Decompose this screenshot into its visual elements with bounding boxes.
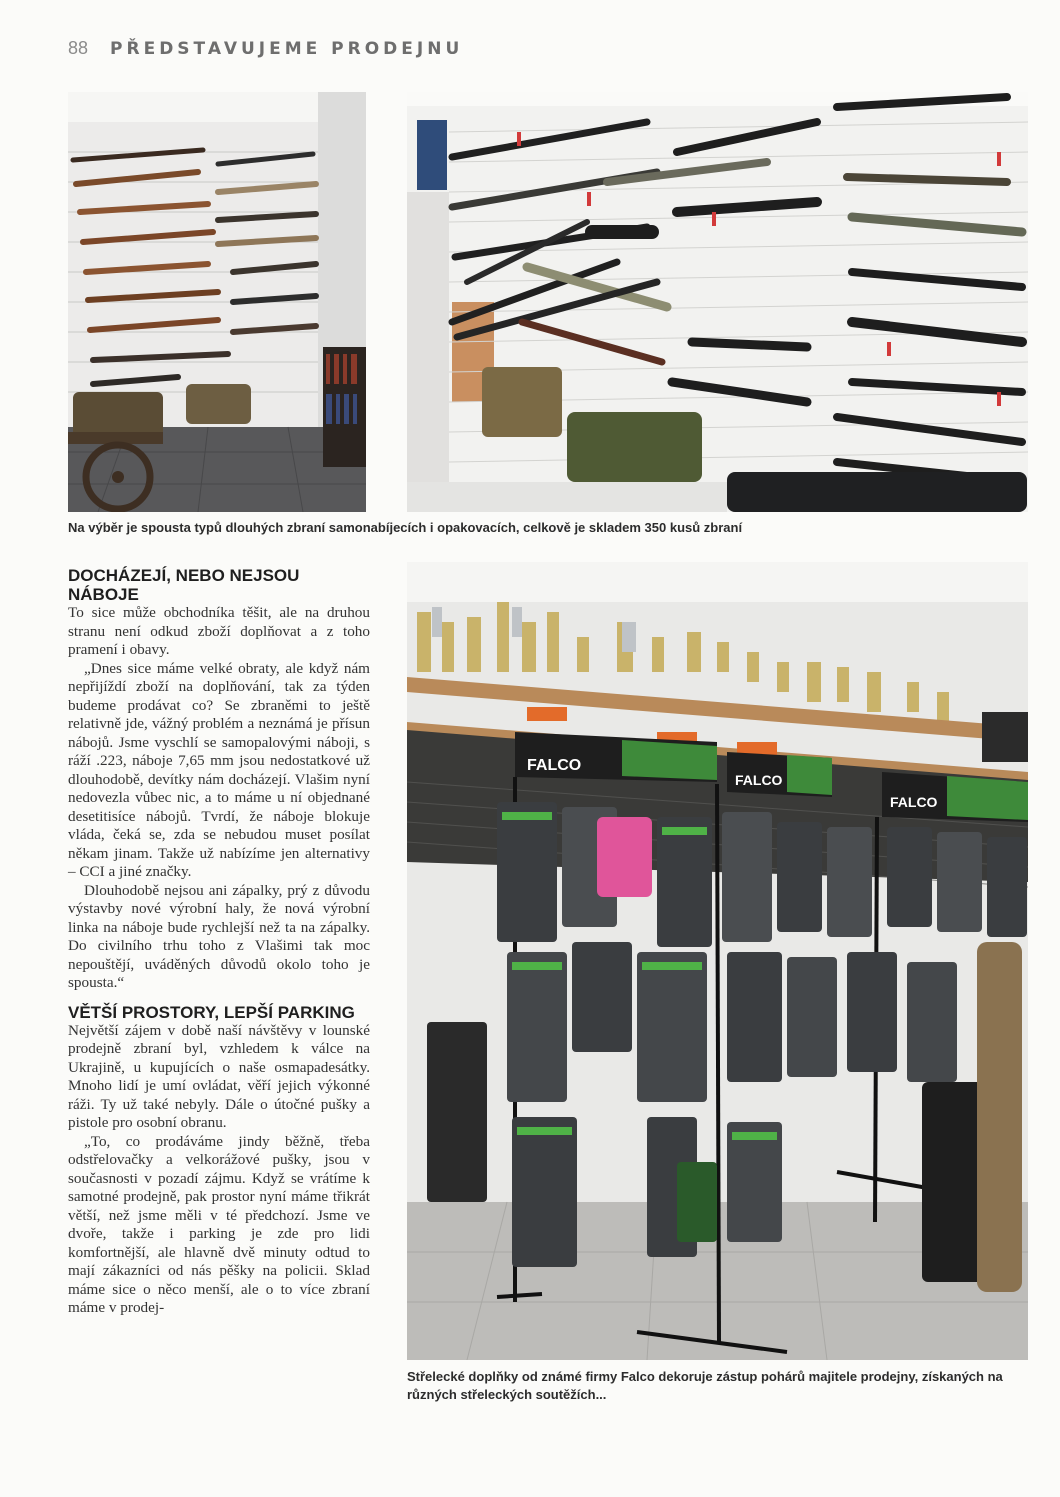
paragraph-4: Největší zájem v době naší návštěvy v lounské prodejně zbraní byl, vzhledem k válce na Ukrajině, u kupujících o naše osmapadesátky. Mnoho lidí je umí ovládat, věří jejich výkonné ráži. Ty už také nebyly. Dále o útočné pušky a pistole pro osobní obranu. (68, 1021, 370, 1131)
sign-falco-3: FALCO (890, 794, 938, 810)
caption-top: Na výběr je spousta typů dlouhých zbraní samonabíjecích i opakovacích, celkově je skladem 350 kusů zbraní (68, 520, 743, 535)
heading-ammunition: DOCHÁZEJÍ, NEBO NEJSOU NÁBOJE (68, 566, 300, 604)
section-title: PŘEDSTAVUJEME PRODEJNU (110, 39, 464, 59)
photo-gun-wall-left (68, 92, 366, 512)
article-column (68, 566, 370, 1318)
paragraph-5: „To, co prodáváme jindy běžně, třeba odstřelovačky a velkorážové pušky, jsou v současnosti v pozadí zájmu. Když se vrátíme k samotné prodejně, pak prostor nyní máme třikrát větší, než jsme měli v té předchozí. Jsme ve dvoře, takže i parking je zde pro lidi komfortnější, ale hlavně dvě minuty odtud to mají zákazníci od nás pěšky na policii. Sklad máme sice o něco menší, ale o to více zbraní máme v prodej- (68, 1132, 370, 1316)
paragraph-2: „Dnes sice máme velké obraty, ale když nám nepřijíždí zboží na doplňování, tak za týden budeme prodávat co? Se zbraněmi to ještě relativně jde, vážný problém a neznámá je přísun nábojů. Jsme vyschlí se samopalovými náboji, s ráží .223, náboje 7,65 mm jsou nedostatkové už dlouhodobě, devítky nám docházejí. Vlašim nyní nedovezla vůbec nic, a to máme u ní objednané desetitisíce nábojů. Tvrdí, že náboje blokuje vláda, čeká se, zda se nebudou muset posílat někam jinam. Takže už nabízíme jen alternativy – CCI a jiné značky. (68, 659, 370, 880)
photo-falco-display (407, 562, 1028, 1360)
photo-gun-wall-right (407, 92, 1028, 512)
page-header (68, 38, 463, 62)
paragraph-3: Dlouhodobě nejsou ani zápalky, prý z důvodu výstavby nové výrobní haly, že nová výrobní linka na náboje bude rychlejší než ta na zápalky. Do civilního trhu toho z Vlašimi tak moc nepouštějí, uváděných důvodů okolo toho je spousta.“ (68, 881, 370, 991)
paragraph-1: To sice může obchodníka těšit, ale na druhou stranu není odkud zboží doplňovat a z toho pramení i obavy. (68, 604, 370, 658)
sign-falco-1: FALCO (527, 757, 582, 774)
caption-bottom: Střelecké doplňky od známé firmy Falco dekoruje zástup pohárů majitele prodejny, získaných na různých střeleckých soutěžích... (407, 1369, 1003, 1402)
sign-falco-2: FALCO (735, 772, 783, 788)
heading-premises: VĚTŠÍ PROSTORY, LEPŠÍ PARKING (68, 1002, 355, 1022)
page-number: 88 (68, 38, 89, 58)
